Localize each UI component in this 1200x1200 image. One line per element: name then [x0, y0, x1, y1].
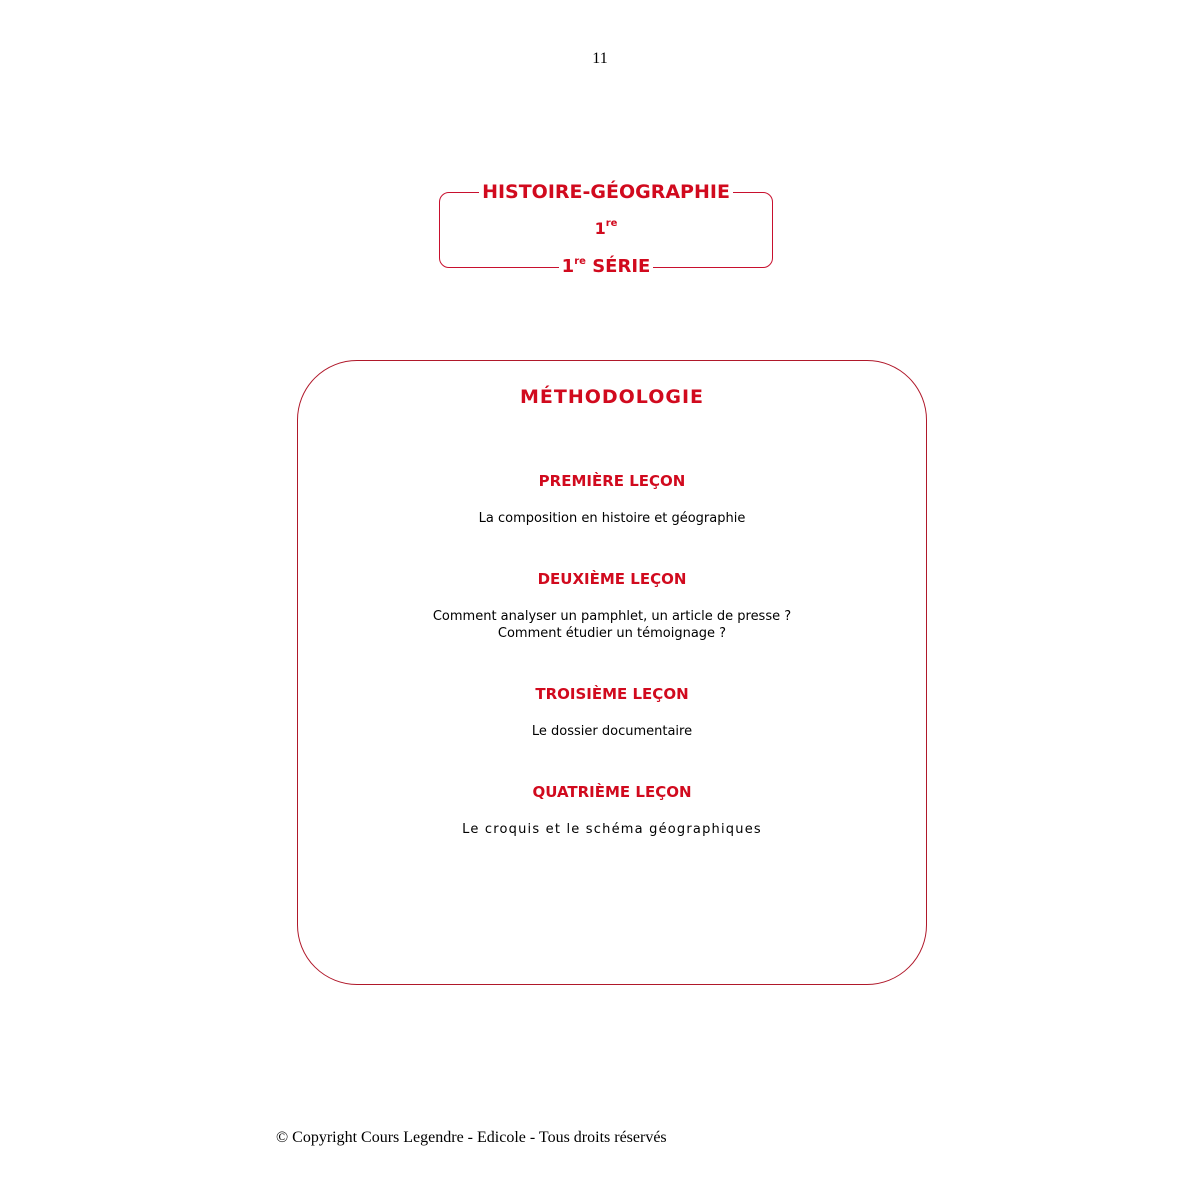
- subject-title: [440, 181, 772, 203]
- lesson-2: [297, 569, 927, 642]
- lesson-3: [297, 684, 927, 740]
- page-number: 11: [592, 50, 608, 67]
- lesson-description-line: Comment étudier un témoignage ?: [497, 626, 727, 641]
- lesson-description-line: La composition en histoire et géographie: [478, 511, 746, 526]
- series-superscript: re: [574, 256, 586, 267]
- lesson-description: [297, 723, 927, 740]
- lesson-heading: QUATRIÈME LEÇON: [532, 783, 692, 801]
- lesson-heading: TROISIÈME LEÇON: [535, 685, 689, 703]
- lesson-heading: PREMIÈRE LEÇON: [538, 472, 686, 490]
- series-title: [440, 256, 772, 278]
- lesson-description: [297, 510, 927, 527]
- series-number: 1: [561, 256, 575, 277]
- level-number: 1: [594, 219, 606, 238]
- lesson-1: [297, 471, 927, 527]
- copyright-notice: © Copyright Cours Legendre - Edicole - Tous droits réservés: [276, 1129, 667, 1146]
- lesson-heading: DEUXIÈME LEÇON: [537, 570, 687, 588]
- lesson-description-line: Le croquis et le schéma géographiques: [462, 822, 762, 837]
- methodology-title: MÉTHODOLOGIE: [519, 386, 705, 408]
- lesson-description-line: Comment analyser un pamphlet, un article de presse ?: [432, 609, 792, 624]
- subject-title-text: HISTOIRE-GÉOGRAPHIE: [479, 181, 733, 203]
- lesson-description-line: Le dossier documentaire: [531, 724, 693, 739]
- title-box: [439, 181, 773, 277]
- level-superscript: re: [605, 218, 618, 229]
- lesson-description: [297, 608, 927, 642]
- level-title: [440, 218, 772, 240]
- methodology-box: [297, 360, 927, 985]
- lesson-description: [297, 821, 927, 838]
- series-label: SÉRIE: [592, 256, 651, 277]
- lesson-4: [297, 782, 927, 838]
